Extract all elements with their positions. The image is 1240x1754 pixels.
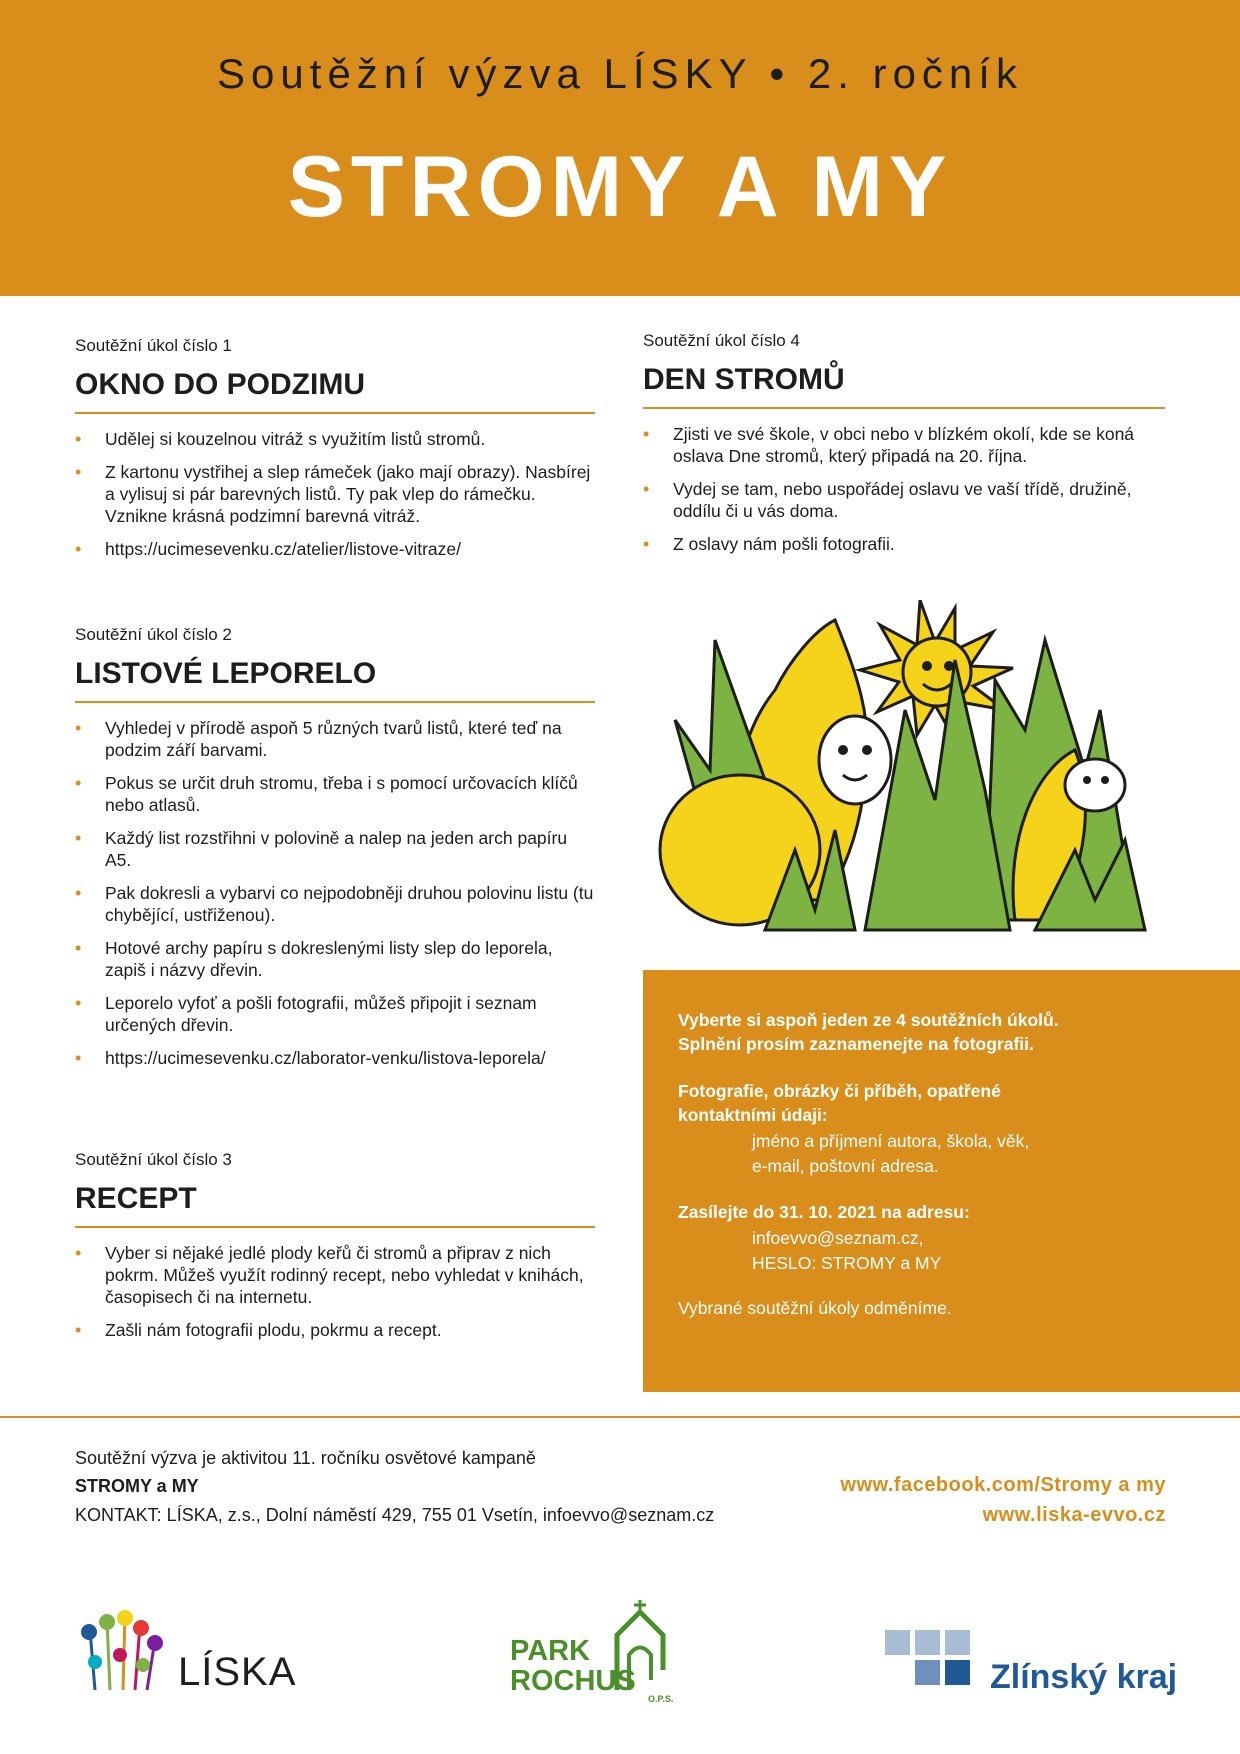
task-name: DEN STROMŮ bbox=[643, 363, 1165, 409]
task-4 bbox=[643, 331, 1165, 566]
task-list bbox=[75, 1242, 595, 1341]
list-item: • Vyhledej v přírodě aspoň 5 různých tvarů listů, které teď na podzim září barvami. bbox=[75, 717, 595, 761]
zlinsky-kraj-logo-icon bbox=[885, 1630, 990, 1690]
list-item: • Každý list rozstřihni v polovině a nalep na jeden arch papíru A5. bbox=[75, 827, 595, 871]
info-email[interactable]: infoevvo@seznam.cz, bbox=[752, 1228, 924, 1248]
list-item: • Vydej se tam, nebo uspořádej oslavu ve vaší třídě, družině, oddílu či u vás doma. bbox=[643, 478, 1165, 522]
header-subtitle: Soutěžní výzva LÍSKY • 2. ročník bbox=[217, 50, 1023, 97]
footer-campaign-name: STROMY a MY bbox=[75, 1476, 199, 1496]
list-item: • Zašli nám fotografii plodu, pokrmu a recept. bbox=[75, 1319, 595, 1341]
info-line: kontaktními údaji: bbox=[678, 1105, 828, 1125]
list-item: • Udělej si kouzelnou vitráž s využitím listů stromů. bbox=[75, 428, 595, 450]
zlinsky-kraj-text: Zlínský kraj bbox=[990, 1658, 1178, 1696]
header-banner bbox=[0, 0, 1240, 296]
task-list bbox=[75, 428, 595, 560]
list-item: • Z oslavy nám pošli fotografii. bbox=[643, 533, 1165, 555]
info-box bbox=[643, 970, 1240, 1392]
list-item: • Hotové archy papíru s dokreslenými listy slep do leporela, zapiš i názvy dřevin. bbox=[75, 937, 595, 981]
task-list bbox=[75, 717, 595, 1069]
child-face-icon bbox=[819, 716, 891, 804]
park-rochus-text-1: PARK bbox=[510, 1635, 591, 1667]
list-item-link[interactable]: • https://ucimesevenku.cz/atelier/listove-vitraze/ bbox=[75, 538, 595, 560]
task-list bbox=[643, 423, 1165, 555]
list-item: • Leporelo vyfoť a pošli fotografii, můžeš připojit i seznam určených dřevin. bbox=[75, 992, 595, 1036]
footer-divider bbox=[0, 1416, 1240, 1418]
info-line: Zasílejte do 31. 10. 2021 na adresu: bbox=[678, 1202, 970, 1222]
website-link[interactable]: www.liska-evvo.cz bbox=[982, 1504, 1166, 1526]
task-3 bbox=[75, 1150, 595, 1352]
park-rochus-text-2: ROCHUS bbox=[510, 1665, 636, 1697]
info-line: e-mail, poštovní adresa. bbox=[752, 1156, 939, 1176]
list-item: • Vyber si nějaké jedlé plody keřů či stromů a připrav z nich pokrm. Můžeš využít rodinný recept, nebo vyhledat v knihách, časopisech či na internetu. bbox=[75, 1242, 595, 1308]
park-rochus-ops: O.P.S. bbox=[648, 1694, 674, 1704]
hedgehog-face-icon bbox=[1065, 759, 1125, 811]
list-item: • Pak dokresli a vybarvi co nejpodobněji druhou polovinu listu (tu chybějící, ustřiženou). bbox=[75, 882, 595, 926]
info-line: Vyberte si aspoň jeden ze 4 soutěžních úkolů. bbox=[678, 1010, 1059, 1030]
info-line: Vybrané soutěžní úkoly odměníme. bbox=[678, 1298, 952, 1318]
list-item: • Zjisti ve své škole, v obci nebo v blízkém okolí, kde se koná oslava Dne stromů, který připadá na 20. října. bbox=[643, 423, 1165, 467]
task-name: LISTOVÉ LEPORELO bbox=[75, 657, 595, 703]
info-line: jméno a příjmení autora, škola, věk, bbox=[752, 1131, 1030, 1151]
info-line: Splnění prosím zaznamenejte na fotografii. bbox=[678, 1034, 1034, 1054]
task-name: OKNO DO PODZIMU bbox=[75, 368, 595, 414]
task-label: Soutěžní úkol číslo 4 bbox=[643, 331, 800, 350]
list-item-link[interactable]: • https://ucimesevenku.cz/laborator-venku/listova-leporela/ bbox=[75, 1047, 595, 1069]
page-title: STROMY A MY bbox=[287, 139, 953, 235]
facebook-link[interactable]: www.facebook.com/Stromy a my bbox=[840, 1474, 1166, 1496]
task-label: Soutěžní úkol číslo 3 bbox=[75, 1150, 232, 1169]
chapel-icon bbox=[605, 1600, 675, 1695]
footer-campaign: Soutěžní výzva je aktivitou 11. ročníku osvětové kampaně bbox=[75, 1448, 536, 1468]
task-2 bbox=[75, 625, 595, 1080]
liska-logo-text: LÍSKA bbox=[178, 1650, 297, 1694]
sun-icon bbox=[860, 600, 1013, 740]
task-label: Soutěžní úkol číslo 1 bbox=[75, 336, 232, 355]
footer-contact: KONTAKT: LÍSKA, z.s., Dolní náměstí 429, 755 01 Vsetín, infoevvo@seznam.cz bbox=[75, 1505, 715, 1525]
task-label: Soutěžní úkol číslo 2 bbox=[75, 625, 232, 644]
info-line: HESLO: STROMY a MY bbox=[752, 1253, 942, 1273]
liska-logo-icon bbox=[75, 1610, 170, 1695]
task-name: RECEPT bbox=[75, 1182, 595, 1228]
task-1 bbox=[75, 336, 595, 571]
list-item: • Pokus se určit druh stromu, třeba i s pomocí určovacích klíčů nebo atlasů. bbox=[75, 772, 595, 816]
forest-illustration bbox=[655, 600, 1175, 935]
list-item: • Z kartonu vystřihej a slep rámeček (jako mají obrazy). Nasbírej a vylisuj si pár barevných listů. Ty pak vlep do rámečku. Vznikne krásná podzimní barevná vitráž. bbox=[75, 461, 595, 527]
info-line: Fotografie, obrázky či příběh, opatřené bbox=[678, 1081, 1001, 1101]
